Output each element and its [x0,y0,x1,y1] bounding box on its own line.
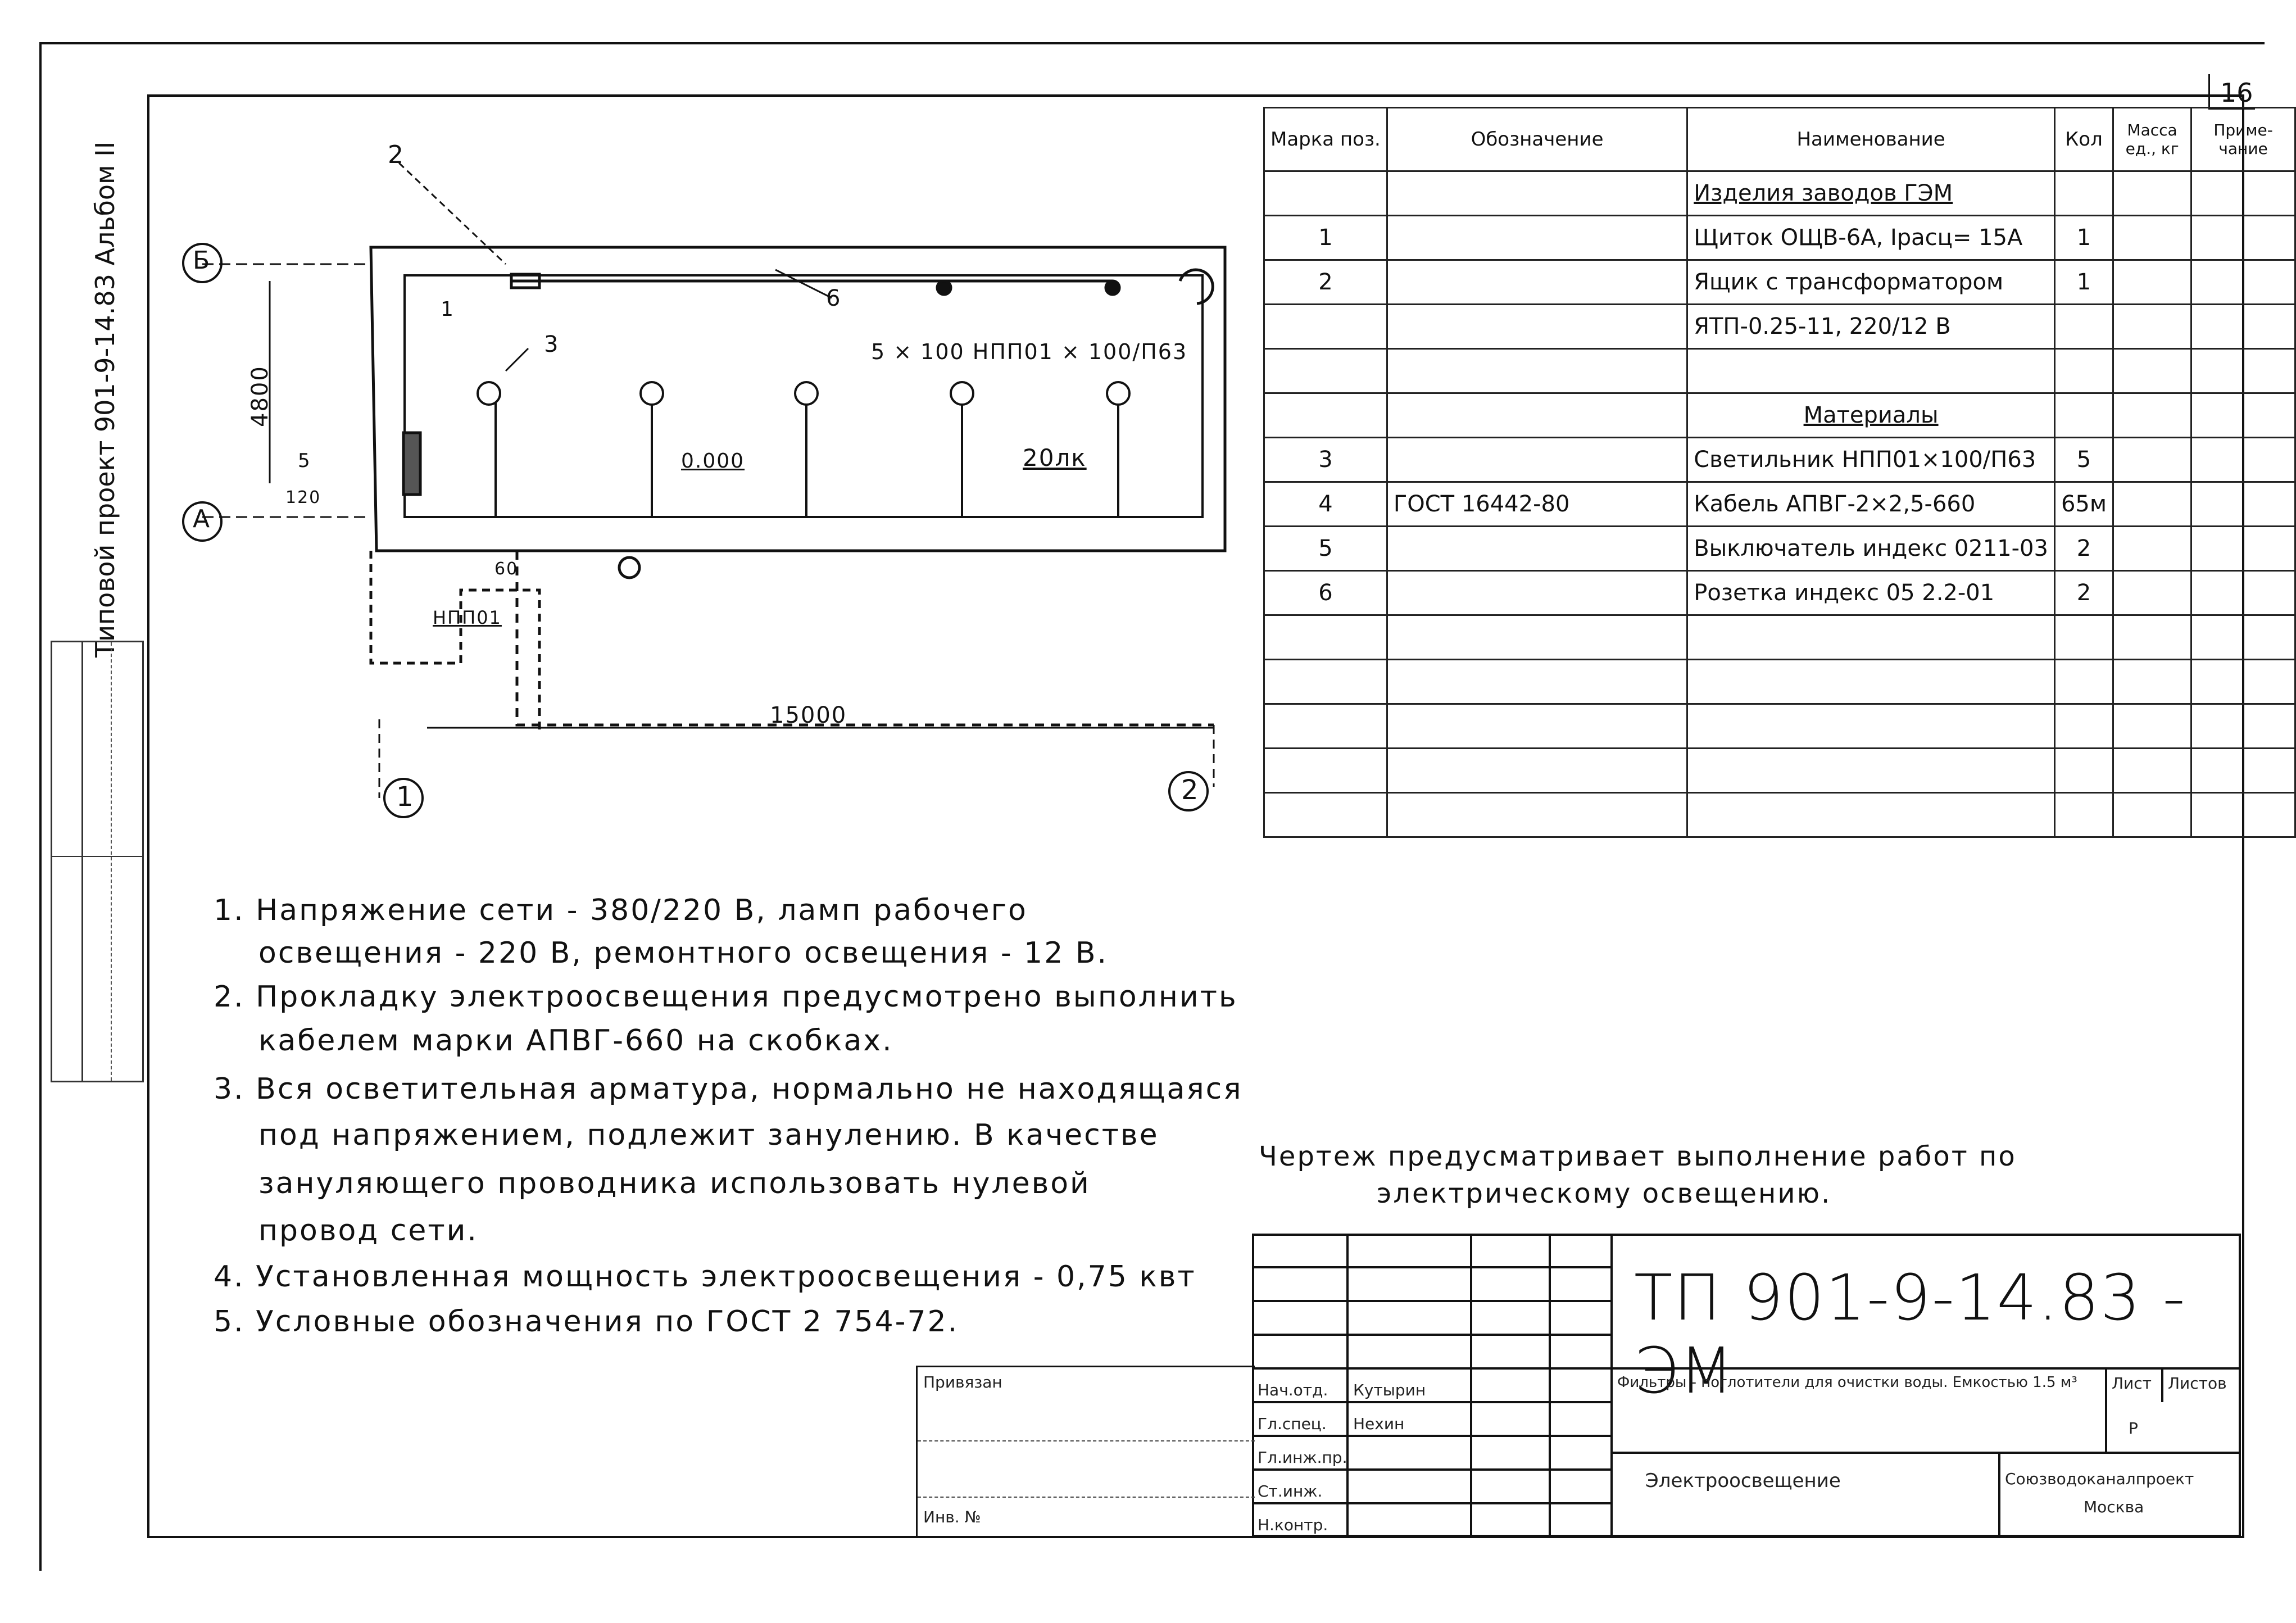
spec-row [1264,482,2295,527]
spec-cell: Кабель АПВГ-2×2,5-660 [1687,482,2055,527]
spec-cell [2113,349,2191,393]
spec-cell [1687,793,2055,837]
role: Гл.спец. [1258,1415,1327,1433]
axis-1-label: 1 [396,781,415,813]
spec-cell [1687,749,2055,793]
spec-cell [2113,793,2191,837]
stamp-left [916,1366,1255,1536]
stamp-left-label: Привязан [923,1373,1002,1391]
spec-table [1263,107,2296,838]
spec-cell: 2 [1264,260,1387,305]
axis-a-label: А [193,505,211,533]
spec-cell: Изделия заводов ГЭМ [1687,171,2055,216]
spec-cell [1264,171,1387,216]
spec-cell [2191,482,2295,527]
spec-cell [1687,660,2055,704]
note-line: под напряжением, подлежит занулению. В качестве [258,1118,1159,1152]
spec-cell [1264,704,1387,749]
lux-label: 20лк [1023,444,1087,472]
spec-header: Наименование [1687,108,2055,171]
spec-cell [2113,482,2191,527]
drawing-note-1: Чертеж предусматривает выполнение работ по [1259,1141,2017,1172]
spec-cell [2191,749,2295,793]
spec-cell [2191,615,2295,660]
inv-label: Инв. № [923,1508,981,1526]
spec-cell [2113,527,2191,571]
spec-cell [1387,571,1687,615]
spec-cell [2113,216,2191,260]
stage: Р [2129,1419,2138,1438]
spec-cell: 4 [1264,482,1387,527]
axis-b-label: Б [193,246,211,275]
spec-cell [1687,349,2055,393]
dim-width: 15000 [770,702,847,728]
dim-small-2: 60 [494,559,519,579]
title-code: ТП 901-9-14.83 - ЭМ [1634,1262,2186,1408]
title-block [1252,1234,2241,1537]
spec-row [1264,749,2295,793]
spec-cell: ЯТП-0.25-11, 220/12 В [1687,305,2055,349]
side-label: Типовой проект 901-9-14.83 Альбом II [90,141,120,658]
spec-cell [1687,615,2055,660]
spec-cell: Розетка индекс 05 2.2-01 [1687,571,2055,615]
spec-row [1264,260,2295,305]
drawing-note-2: электрическому освещению. [1377,1178,1832,1209]
approval-strip [51,641,144,1082]
spec-cell [2191,527,2295,571]
spec-cell: Щиток ОЩВ-6А, Iрасц= 15А [1687,216,2055,260]
spec-row [1264,615,2295,660]
spec-cell [2113,393,2191,438]
lamp-label: НПП01 [433,607,502,628]
spec-cell: ГОСТ 16442-80 [1387,482,1687,527]
spec-cell [1387,393,1687,438]
spec-cell: 5 [1264,527,1387,571]
spec-cell [1387,305,1687,349]
spec-cell [2054,704,2113,749]
dim-small-1: 120 [285,488,321,507]
spec-row [1264,571,2295,615]
spec-row [1264,527,2295,571]
transformer-icon [403,433,420,495]
spec-cell: 1 [1264,216,1387,260]
spec-row [1264,704,2295,749]
spec-cell [2054,793,2113,837]
spec-cell: 1 [2054,216,2113,260]
spec-cell [1387,349,1687,393]
role: Ст.инж. [1258,1482,1323,1500]
spec-cell: 1 [2054,260,2113,305]
role: Гл.инж.пр. [1258,1448,1347,1467]
spec-cell [1264,349,1387,393]
spec-header: Марка поз. [1264,108,1387,171]
spec-row [1264,438,2295,482]
sheet-number: 16 [2220,78,2253,108]
spec-cell [2113,438,2191,482]
level-label: 0.000 [681,450,745,473]
outer-border-left [39,42,42,1571]
spec-cell [1264,660,1387,704]
spec-cell [2191,171,2295,216]
callout-2: 2 [388,140,405,169]
spec-row [1264,305,2295,349]
plan-inner-wall [405,275,1203,517]
dim-height: 4800 [247,365,273,427]
note-line: кабелем марки АПВГ-660 на скобках. [258,1024,893,1058]
spec-row [1264,349,2295,393]
spec-cell [1387,793,1687,837]
spec-cell [2191,349,2295,393]
spec-row [1264,216,2295,260]
spec-cell [2191,305,2295,349]
spec-cell [1387,660,1687,704]
spec-cell [2054,305,2113,349]
floor-plan [169,124,1270,854]
spec-header: Кол [2054,108,2113,171]
callout-1: 1 [441,298,455,321]
sheet-label: Лист [2112,1374,2152,1393]
spec-cell [2191,660,2295,704]
spec-cell [2191,704,2295,749]
spec-cell [1264,749,1387,793]
spec-cell [2191,571,2295,615]
spec-cell [1264,793,1387,837]
spec-cell [2191,216,2295,260]
spec-row [1264,793,2295,837]
spec-cell [2054,615,2113,660]
spec-cell [1387,260,1687,305]
switch-icon [619,557,639,578]
org-name: Союзводоканалпроект [2005,1470,2194,1488]
role: Нач.отд. [1258,1381,1328,1399]
spec-cell [2191,438,2295,482]
role: Н.контр. [1258,1516,1328,1534]
spec-cell [1687,704,2055,749]
axis-2-label: 2 [1181,774,1200,806]
spec-row [1264,171,2295,216]
spec-cell [1264,393,1387,438]
note-line: 2. Прокладку электроосвещения предусмотрено выполнить [214,980,1238,1014]
sheet-number-box [2208,74,2255,110]
sheets-label: Листов [2168,1374,2227,1393]
socket-icon [937,281,951,294]
note-line: 1. Напряжение сети - 380/220 В, ламп рабочего [214,894,1028,927]
spec-cell [2113,615,2191,660]
spec-cell [2054,171,2113,216]
name: Кутырин [1353,1381,1426,1399]
spec-cell [2191,793,2295,837]
spec-cell [1264,305,1387,349]
drawing-name: Электроосвещение [1645,1470,1841,1492]
spec-cell [1387,749,1687,793]
callout-6: 6 [826,285,842,311]
spec-cell: 6 [1264,571,1387,615]
spec-cell [2113,305,2191,349]
spec-cell [2113,704,2191,749]
outer-border-top [39,42,2265,44]
lamps-label: 5 × 100 НПП01 × 100/П63 [871,339,1188,364]
spec-cell: 5 [2054,438,2113,482]
spec-cell [1387,704,1687,749]
spec-cell [2191,393,2295,438]
spec-cell: Светильник НПП01×100/П63 [1687,438,2055,482]
spec-cell [1387,527,1687,571]
spec-cell [2054,393,2113,438]
spec-header: Масса ед., кг [2113,108,2191,171]
spec-cell [2113,660,2191,704]
spec-cell [1264,615,1387,660]
note-line: провод сети. [258,1214,478,1248]
note-line: 3. Вся осветительная арматура, нормально не находящаяся [214,1072,1243,1106]
spec-cell [2113,171,2191,216]
note-line: зануляющего проводника использовать нулевой [258,1167,1091,1200]
spec-cell [1387,216,1687,260]
spec-header: Обозначение [1387,108,1687,171]
name: Нехин [1353,1415,1405,1433]
spec-cell: Ящик с трансформатором [1687,260,2055,305]
spec-cell [2191,260,2295,305]
callout-5: 5 [298,450,311,472]
spec-cell: 2 [2054,527,2113,571]
spec-cell [1387,438,1687,482]
spec-cell: Материалы [1687,393,2055,438]
note-line: 5. Условные обозначения по ГОСТ 2 754-72. [214,1305,959,1339]
org-city: Москва [2084,1498,2144,1516]
note-line: освещения - 220 В, ремонтного освещения - 12 В. [258,936,1109,970]
callout-3: 3 [544,332,560,357]
spec-row [1264,393,2295,438]
spec-cell: 3 [1264,438,1387,482]
spec-cell: 65м [2054,482,2113,527]
spec-row [1264,660,2295,704]
spec-cell [2113,571,2191,615]
spec-cell [2054,349,2113,393]
spec-header: Приме-чание [2191,108,2295,171]
spec-cell: Выключатель индекс 0211-03 [1687,527,2055,571]
spec-cell [2054,660,2113,704]
spec-cell [1387,171,1687,216]
note-line: 4. Установленная мощность электроосвещения - 0,75 квт [214,1260,1196,1294]
spec-cell [2113,260,2191,305]
spec-cell [1387,615,1687,660]
spec-cell: 2 [2054,571,2113,615]
spec-cell [2054,749,2113,793]
project-name: Фильтры - поглотители для очистки воды. Емкостью 1.5 м³ [1617,1374,2077,1391]
spec-header-row [1264,108,2295,171]
spec-cell [2113,749,2191,793]
